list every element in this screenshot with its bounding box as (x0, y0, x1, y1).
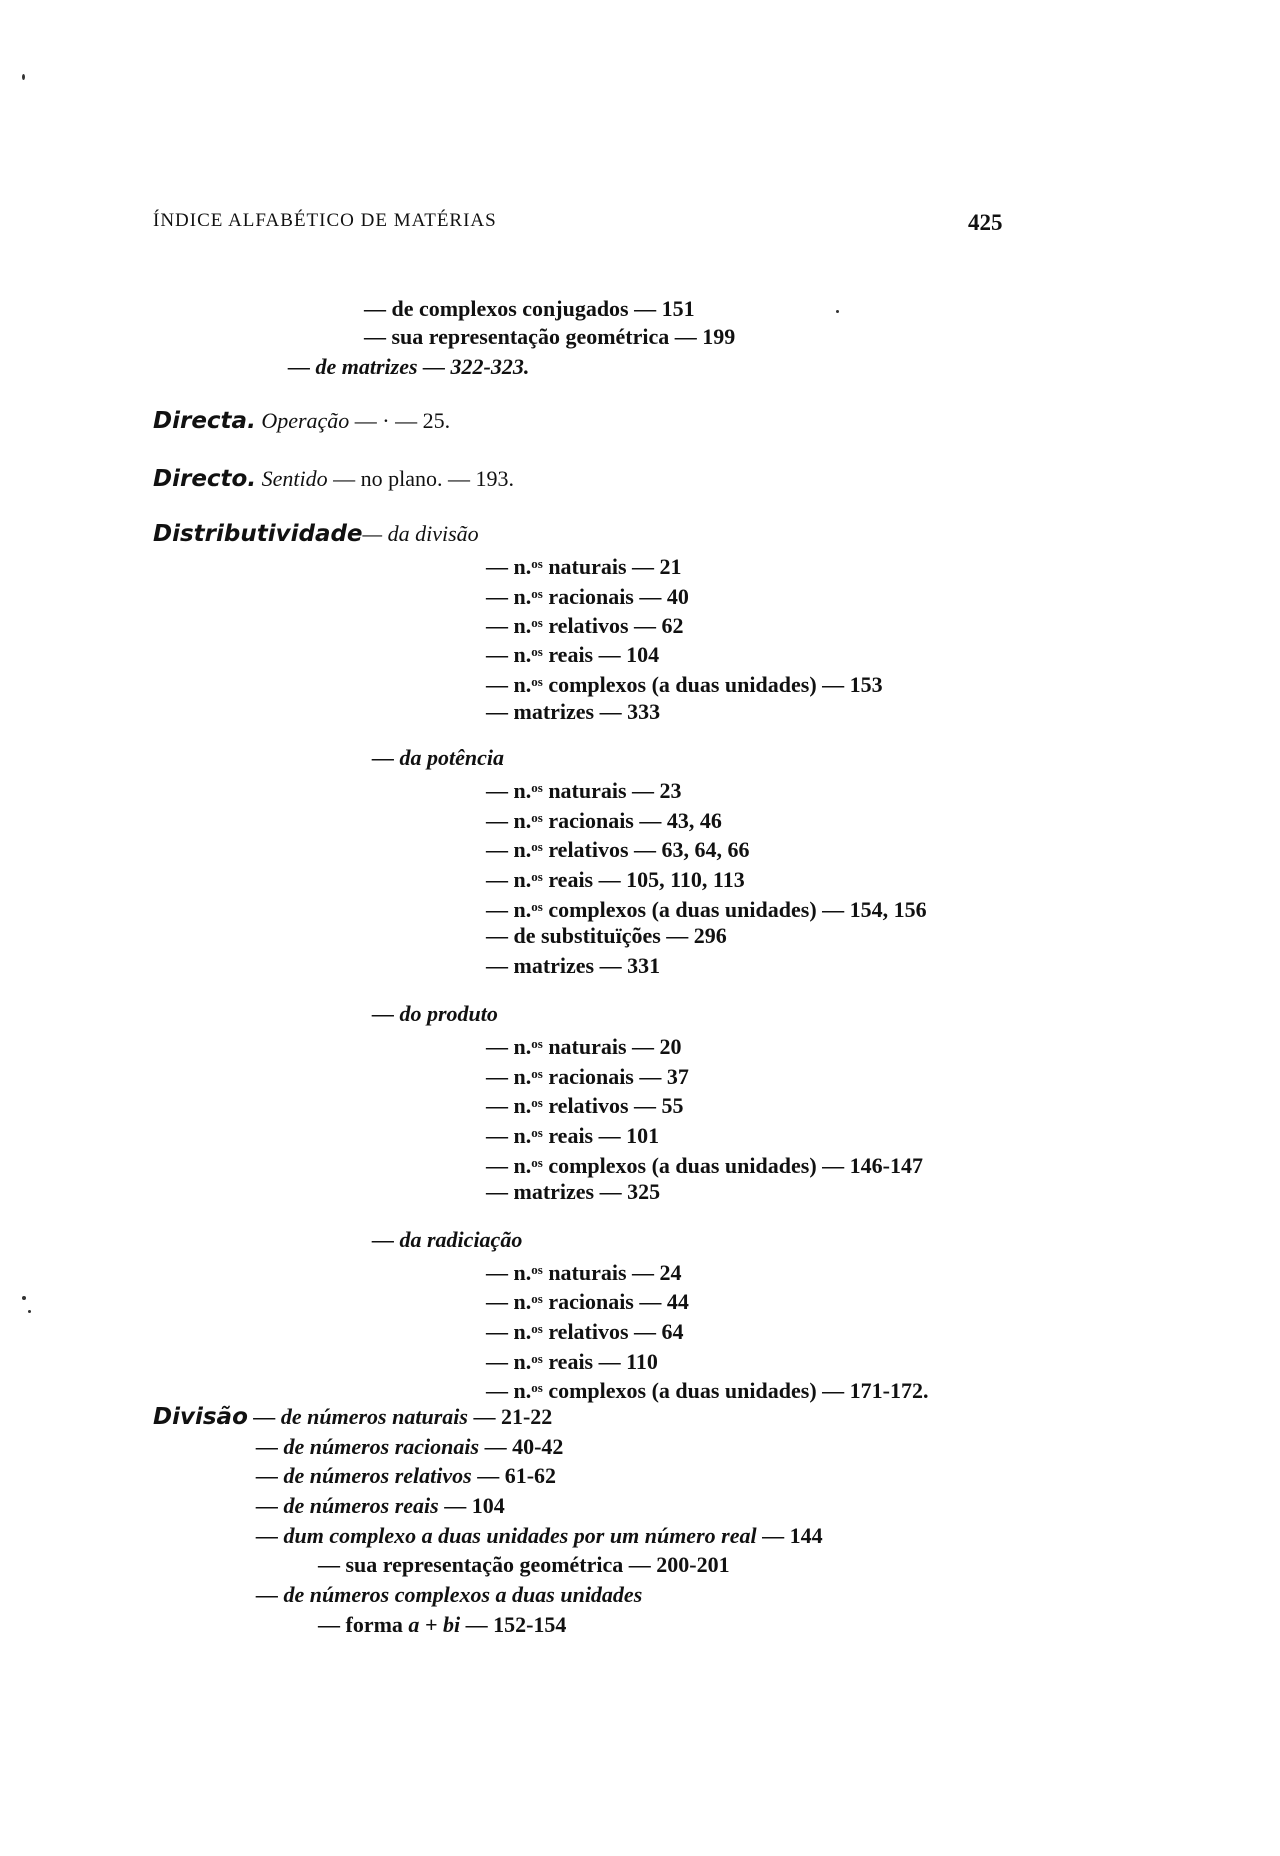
superscript: os (531, 899, 543, 914)
prefix: — n. (486, 672, 532, 697)
subentry-line (486, 1286, 689, 1315)
entry-text: — matrizes — 325 (486, 1179, 661, 1204)
entry-text: relativos — 64 (542, 1319, 684, 1344)
subentry-line (486, 551, 682, 580)
entry-reference: — 152-154 (460, 1612, 567, 1637)
superscript: os (531, 780, 543, 795)
entry-text: — sua representação geométrica — 200-201 (318, 1552, 730, 1577)
entry-keyword: Distributividade (153, 521, 363, 547)
entry-text: complexos (a duas unidades) — 153 (542, 672, 883, 697)
entry-line (364, 324, 735, 350)
prefix: — n. (486, 1034, 532, 1059)
superscript: os (531, 1380, 543, 1395)
subentry-line (486, 1150, 923, 1179)
subentry-line (486, 1120, 659, 1149)
subentry-line (486, 953, 660, 979)
superscript: os (531, 1095, 543, 1110)
entry-text: — matrizes — 331 (486, 953, 661, 978)
prefix: — n. (486, 1260, 532, 1285)
superscript: os (531, 1155, 543, 1170)
prefix: — n. (486, 642, 532, 667)
entry-keyword: Divisão (153, 1404, 248, 1430)
subentry-line (486, 1061, 689, 1090)
subentry-line (256, 1493, 505, 1519)
prefix: — n. (486, 613, 532, 638)
prefix: — n. (486, 584, 532, 609)
subentry-line (486, 1316, 684, 1345)
entry-text: reais — 104 (542, 642, 660, 667)
prefix: — n. (486, 867, 532, 892)
subentry-line (486, 639, 659, 668)
entry-text: reais — 101 (542, 1123, 660, 1148)
superscript: os (531, 810, 543, 825)
entry-subterm: — de números complexos a duas unidades (256, 1582, 643, 1607)
superscript: os (531, 1036, 543, 1051)
entry-text: racionais — 44 (542, 1289, 689, 1314)
subentry-heading (372, 1227, 522, 1253)
superscript: os (531, 1321, 543, 1336)
prefix: — n. (486, 837, 532, 862)
entry-text: naturais — 24 (542, 1260, 682, 1285)
superscript: os (531, 674, 543, 689)
subentry-line (486, 610, 684, 639)
subentry-line (486, 669, 883, 698)
entry-subterm: — do produto (372, 1001, 498, 1026)
entry-text: reais — 110 (542, 1349, 658, 1374)
prefix: — n. (486, 554, 532, 579)
entry-reference: — · — 25. (354, 408, 451, 433)
subentry-line (486, 1375, 928, 1404)
subentry-line (486, 805, 722, 834)
superscript: os (531, 869, 543, 884)
entry-text: reais — 105, 110, 113 (542, 867, 745, 892)
prefix: — n. (486, 1349, 532, 1374)
entry-text: — de complexos conjugados — 151 (364, 296, 695, 321)
prefix: — n. (486, 1289, 532, 1314)
subentry-line (486, 894, 927, 923)
superscript: os (531, 1351, 543, 1366)
subentry-line (256, 1523, 823, 1549)
entry-text: complexos (a duas unidades) — 171-172. (542, 1378, 929, 1403)
prefix: — n. (486, 1123, 532, 1148)
formula: a + bi (408, 1612, 461, 1637)
entry-text: relativos — 63, 64, 66 (542, 837, 750, 862)
subentry-line (486, 1346, 658, 1375)
entry-reference: — no plano. — 193. (333, 466, 514, 491)
entry-subterm: — de números naturais (253, 1404, 468, 1429)
subentry-line (256, 1582, 642, 1608)
superscript: os (531, 1291, 543, 1306)
prefix: — forma (318, 1612, 409, 1637)
entry-reference: — 104 (438, 1493, 505, 1518)
prefix: — n. (486, 1153, 532, 1178)
entry-reference: — 61-62 (471, 1463, 557, 1488)
subentry-line (486, 834, 750, 863)
entry-subterm: — dum complexo a duas unidades por um número real (256, 1523, 757, 1548)
entry-text: naturais — 21 (542, 554, 682, 579)
prefix: — n. (486, 778, 532, 803)
page-number: 425 (968, 210, 1003, 235)
entry-subterm: Sentido (261, 466, 328, 491)
subentry-line (486, 581, 689, 610)
entry-line (288, 354, 529, 380)
entry-subterm: — da potência (372, 745, 504, 770)
entry-directo (153, 466, 514, 492)
entry-subterm: — da divisão (362, 521, 479, 546)
entry-text: complexos (a duas unidades) — 154, 156 (542, 897, 927, 922)
entry-text: naturais — 23 (542, 778, 682, 803)
entry-line (364, 296, 695, 322)
entry-reference: — 21-22 (467, 1404, 553, 1429)
subentry-line (318, 1612, 566, 1638)
entry-keyword: Directo. (153, 466, 257, 492)
superscript: os (531, 644, 543, 659)
prefix: — n. (486, 1093, 532, 1118)
subentry-line (486, 1257, 682, 1286)
prefix: — n. (486, 897, 532, 922)
entry-directa (153, 408, 450, 434)
subentry-heading (372, 745, 504, 771)
subentry-line (486, 699, 660, 725)
entry-subterm: — de números reais (256, 1493, 439, 1518)
prefix: — n. (486, 808, 532, 833)
entry-text: relativos — 55 (542, 1093, 684, 1118)
subentry-line (486, 923, 727, 949)
entry-text: — sua representação geométrica — 199 (364, 324, 736, 349)
subentry-line (486, 1090, 684, 1119)
subentry-line (256, 1463, 556, 1489)
entry-text: racionais — 43, 46 (542, 808, 722, 833)
entry-text: complexos (a duas unidades) — 146-147 (542, 1153, 923, 1178)
scan-speck (22, 1296, 26, 1300)
subentry-line (256, 1434, 563, 1460)
subentry-line (486, 864, 745, 893)
entry-divisao (153, 1404, 552, 1430)
subentry-line (486, 1031, 682, 1060)
entry-text: naturais — 20 (542, 1034, 682, 1059)
superscript: os (531, 839, 543, 854)
running-header-title: ÍNDICE ALFABÉTICO DE MATÉRIAS (153, 210, 497, 231)
entry-subterm: — da radiciação (372, 1227, 523, 1252)
superscript: os (531, 586, 543, 601)
prefix: — n. (486, 1064, 532, 1089)
scan-speck (28, 1310, 31, 1313)
superscript: os (531, 1262, 543, 1277)
subentry-line (318, 1552, 730, 1578)
entry-text: racionais — 37 (542, 1064, 689, 1089)
scan-speck (836, 310, 839, 313)
superscript: os (531, 615, 543, 630)
entry-text: relativos — 62 (542, 613, 684, 638)
entry-text: — matrizes — 333 (486, 699, 661, 724)
subentry-heading (372, 1001, 498, 1027)
entry-text: racionais — 40 (542, 584, 689, 609)
entry-reference: — 40-42 (479, 1434, 564, 1459)
entry-subterm: — de números relativos (256, 1463, 472, 1488)
entry-reference: — 144 (756, 1523, 823, 1548)
entry-keyword: Directa. (153, 408, 256, 434)
entry-subterm: Operação (261, 408, 350, 433)
entry-text: — de substituïções — 296 (486, 923, 727, 948)
superscript: os (531, 1066, 543, 1081)
prefix: — n. (486, 1378, 532, 1403)
subentry-line (486, 1179, 660, 1205)
entry-distributividade (153, 521, 479, 547)
scan-speck (22, 74, 25, 80)
superscript: os (531, 1125, 543, 1140)
entry-text: — de matrizes — 322-323. (288, 354, 530, 379)
entry-subterm: — de números racionais (256, 1434, 480, 1459)
subentry-line (486, 775, 682, 804)
prefix: — n. (486, 1319, 532, 1344)
superscript: os (531, 556, 543, 571)
